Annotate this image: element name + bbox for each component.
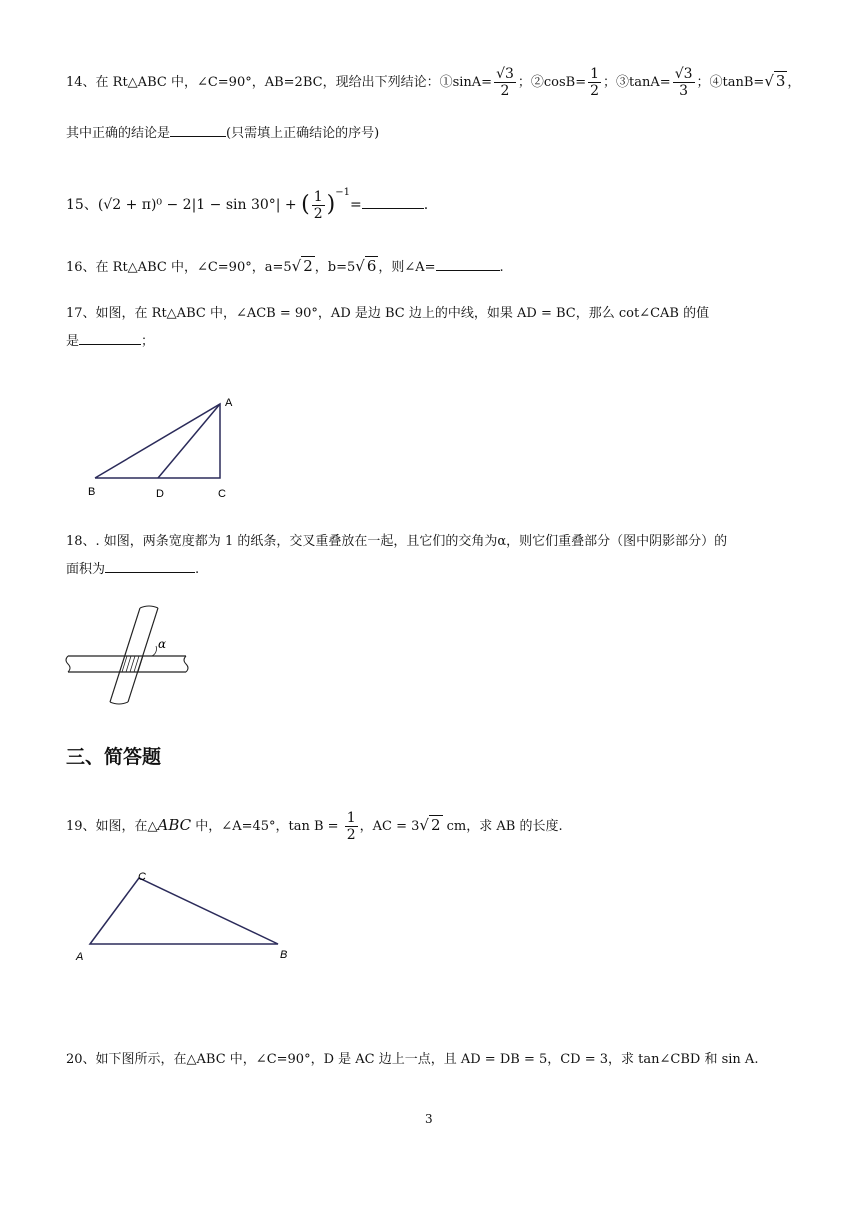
q19-frac-den: 2 <box>346 827 356 843</box>
q16-b-text: ，b=5 <box>314 260 356 275</box>
q16-sqrt1-symbol: √ <box>291 257 302 275</box>
q14-tanA-text: ；③tanA= <box>603 75 671 90</box>
question-19 <box>66 810 563 843</box>
q18-strip2-bottom-end <box>110 702 128 704</box>
q15-end: . <box>423 197 429 213</box>
q17-end: ； <box>141 334 155 349</box>
q17-answer-blank[interactable] <box>79 330 141 345</box>
q19-fraction <box>345 810 358 843</box>
q14-answer-blank[interactable] <box>170 122 226 137</box>
q16-sqrt2-value: 6 <box>366 257 377 275</box>
q15-expression: (√2 + π)⁰ − 2|1 − sin 30°| + <box>97 197 302 213</box>
q19-sqrt <box>419 815 442 835</box>
q18-strip1-left-end <box>66 656 70 672</box>
q19-mid: 中，∠A=45°，tan B = <box>191 819 343 834</box>
q16-sqrt1-value: 2 <box>303 257 313 275</box>
q14-hint: (只需填上正确结论的序号) <box>226 126 380 141</box>
q14-fraction-3 <box>673 66 695 99</box>
q14-line2-text: 其中正确的结论是 <box>66 126 171 141</box>
q19-abc: ABC <box>157 816 192 834</box>
q14-frac1-den: 2 <box>500 83 510 99</box>
q18-end: . <box>195 562 200 577</box>
q14-tail: ， <box>787 75 801 90</box>
q16-answer-blank[interactable] <box>436 256 500 271</box>
q19-sqrt-symbol: √ <box>419 816 429 834</box>
q19-ac: ，AC = 3 <box>359 819 420 834</box>
q15-exponent: −1 <box>335 187 350 198</box>
q18-angle-arc <box>152 646 157 656</box>
q18-alpha-label: α <box>158 637 167 651</box>
q16-sqrt-2 <box>355 256 378 276</box>
q16-sqrt-1 <box>292 256 315 276</box>
q14-cosB-text: ；②cosB= <box>517 75 587 90</box>
q19-sqrt-value: 2 <box>430 816 441 834</box>
q19-frac-num: 1 <box>346 810 356 826</box>
q15-frac-num: 1 <box>313 188 323 205</box>
q14-frac1-num: √3 <box>496 66 514 82</box>
q14-sqrt-value: 3 <box>775 72 786 90</box>
q14-fraction-2 <box>588 66 601 99</box>
q14-tanB-text: ；④tanB= <box>696 75 765 90</box>
q17-label-c: C <box>218 488 226 500</box>
q15-paren-close: ) <box>326 192 336 217</box>
q17-triangle-figure <box>80 390 260 505</box>
page-number: 3 <box>425 1112 433 1126</box>
question-18-line1: 18、. 如图，两条宽度都为 1 的纸条，交叉重叠放在一起，且它们的交角为α，则它们重叠部分（图中阴影部分）的 <box>66 534 728 549</box>
question-17-line2 <box>66 330 154 352</box>
q16-text: 16、在 Rt△ABC 中，∠C=90°，a=5 <box>66 260 292 275</box>
q19-lead: 19、如图，在△ <box>66 819 158 834</box>
question-14-line1 <box>66 66 800 99</box>
question-14-line2 <box>66 122 379 144</box>
q19-triangle-abc <box>90 878 278 944</box>
question-20: 20、如下图所示，在△ABC 中，∠C=90°，D 是 AC 边上一点，且 AD = DB = 5，CD = 3，求 tan∠CBD 和 sin A. <box>66 1052 759 1067</box>
section-3-heading: 三、简答题 <box>66 746 162 768</box>
q17-label-d: D <box>156 488 164 500</box>
q14-sqrt-symbol: √ <box>764 72 774 90</box>
q19-tail: cm，求 AB 的长度. <box>442 819 563 834</box>
q18-paper-strips-figure <box>60 604 200 709</box>
q14-frac3-den: 3 <box>679 83 689 99</box>
q14-frac2-den: 2 <box>590 83 600 99</box>
q14-frac3-num: √3 <box>674 66 693 82</box>
q14-sqrt <box>764 71 787 91</box>
q16-end: . <box>499 260 504 275</box>
q15-number: 15、 <box>66 197 98 213</box>
q19-label-a: A <box>76 951 84 963</box>
q17-line2-text: 是 <box>66 334 80 349</box>
q19-label-b: B <box>280 949 288 961</box>
q18-line2-text: 面积为 <box>66 562 106 577</box>
q17-median-ad <box>158 404 220 478</box>
q18-strip2-left <box>110 608 140 702</box>
q14-fraction-1 <box>494 66 516 99</box>
q18-answer-blank[interactable] <box>105 558 195 573</box>
q16-sqrt2-symbol: √ <box>355 257 365 275</box>
q14-text: 14、在 Rt△ABC 中，∠C=90°，AB=2BC，现给出下列结论：①sinA= <box>66 75 493 90</box>
q15-frac-den: 2 <box>313 205 323 222</box>
question-16 <box>66 256 504 278</box>
question-17-line1: 17、如图，在 Rt△ABC 中，∠ACB = 90°，AD 是边 BC 边上的中线，如果 AD = BC，那么 cot∠CAB 的值 <box>66 306 710 321</box>
q19-triangle-figure <box>70 866 300 966</box>
q18-strip2-top-end <box>140 606 158 608</box>
q17-triangle-abc <box>95 404 220 478</box>
q15-fraction <box>312 189 325 222</box>
q18-strip1-right-end <box>184 656 188 672</box>
q17-label-b: B <box>88 486 96 498</box>
q15-answer-blank[interactable] <box>362 194 424 209</box>
q16-tail: ，则∠A= <box>378 260 436 275</box>
question-15 <box>66 183 428 222</box>
question-18-line2 <box>66 558 199 580</box>
q14-frac2-num: 1 <box>590 66 600 82</box>
q17-label-a: A <box>225 397 233 409</box>
q15-paren-open: ( <box>301 192 310 217</box>
q19-label-c: C <box>138 871 146 883</box>
q15-equals: = <box>349 197 362 213</box>
